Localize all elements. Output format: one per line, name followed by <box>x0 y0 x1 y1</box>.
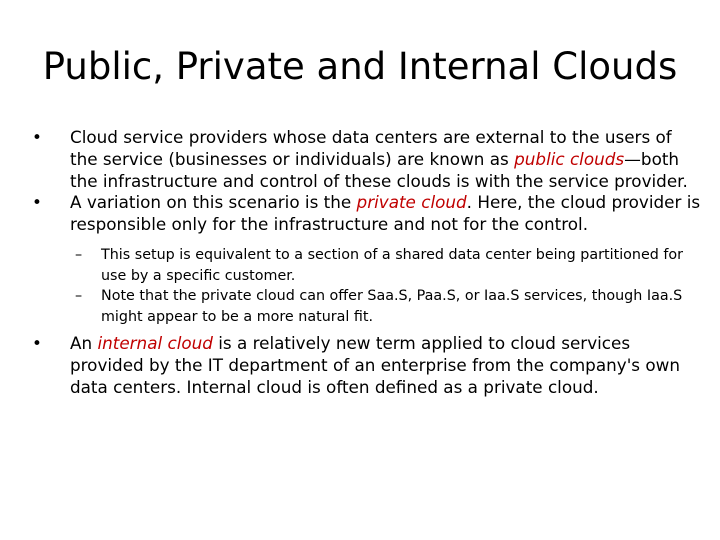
bullet-text-continued: —both the infrastructure and control of these clouds is with the service provider. <box>70 148 688 191</box>
sub-bullet-marker: – <box>75 288 83 305</box>
sub-bullet-text: Note that the private cloud can offer Saa.S, Paa.S, or Iaa.S services, though Iaa.S might appear to be a more natural fit. <box>101 288 683 325</box>
slide-body <box>22 127 702 399</box>
bullet-text: A variation on this scenario is the <box>70 192 357 213</box>
private-cloud-sub-list <box>22 245 702 327</box>
sub-bullet-service-models <box>22 286 702 327</box>
bullet-marker: • <box>32 192 42 213</box>
bullet-internal-cloud <box>22 333 702 398</box>
sub-bullet-shared-data-center <box>22 245 702 286</box>
bullet-text: An <box>70 333 98 354</box>
bullet-text: Cloud service providers whose data centers are external to the users of the service (businesses or individuals) are known as <box>70 127 672 169</box>
sub-bullet-marker: – <box>75 246 83 263</box>
bullet-private-cloud <box>22 192 702 236</box>
term-private-cloud: private cloud <box>356 192 467 213</box>
bullet-text-continued: is a relatively new term applied to cloud services provided by the IT department of an enterprise from the company's own data centers. Internal cloud is often defined as a private cloud. <box>70 333 681 397</box>
term-public-clouds: public clouds <box>514 148 625 169</box>
sub-bullet-text: This setup is equivalent to a section of a shared data center being partitioned for use by a specific customer. <box>101 246 684 284</box>
bullet-text-continued: . Here, the cloud provider is responsible only for the infrastructure and not for the control. <box>70 192 701 235</box>
slide-title: Public, Private and Internal Clouds <box>42 45 678 88</box>
bullet-marker: • <box>32 333 42 354</box>
bullet-marker: • <box>32 127 42 147</box>
bullet-public-clouds <box>22 127 702 192</box>
term-internal-cloud: internal cloud <box>97 333 213 354</box>
